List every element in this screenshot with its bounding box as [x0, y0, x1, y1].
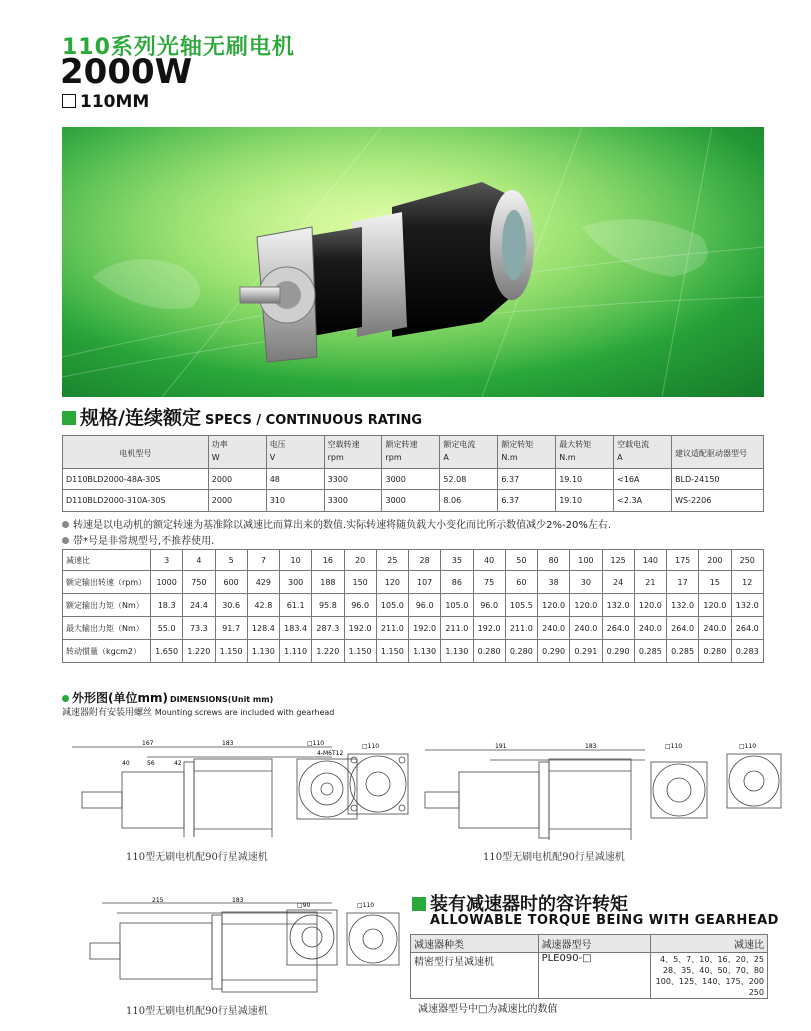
torque-note: 减速器型号中□为减速比的数值 — [418, 1004, 558, 1015]
specs-col-name: 电压 — [269, 440, 286, 449]
dimension-face-2 — [725, 740, 785, 820]
ratio-cell: 192.0 — [473, 617, 505, 640]
ratio-cell: 1.650 — [151, 640, 183, 663]
specs-cell: 6.37 — [498, 469, 556, 490]
ratio-cell: 10 — [280, 550, 312, 571]
ratio-cell: 3 — [151, 550, 183, 571]
dimension-drawing-3 — [62, 895, 402, 995]
ratio-cell: 264.0 — [667, 617, 699, 640]
ratio-cell: 250 — [731, 550, 764, 571]
specs-col-header — [266, 436, 324, 469]
power-title: 2000W — [60, 52, 193, 92]
torque-type: 精密型行星减速机 — [411, 953, 539, 999]
specs-col-unit: rpm — [385, 453, 402, 462]
specs-col-name: 空载转速 — [327, 440, 360, 449]
specs-col-header — [498, 436, 556, 469]
ratio-cell: 96.0 — [409, 594, 441, 617]
ratio-row — [63, 594, 764, 617]
torque-table — [410, 934, 768, 999]
ratio-cell: 200 — [699, 550, 731, 571]
specs-cell: 3000 — [382, 490, 440, 512]
ratio-cell: 140 — [634, 550, 666, 571]
ratio-cell: 75 — [473, 571, 505, 594]
ratio-table — [62, 549, 764, 663]
ratio-cell: 211.0 — [441, 617, 473, 640]
specs-col-header — [614, 436, 672, 469]
bullet-icon — [62, 537, 69, 544]
torque-heading-cn: 装有减速器时的容许转矩 — [430, 894, 628, 915]
specs-col-name: 功率 — [211, 440, 228, 449]
dim-flange-1: □110 — [307, 740, 325, 747]
ratio-cell: 15 — [699, 571, 731, 594]
ratio-cell: 21 — [634, 571, 666, 594]
frame-size-label: 110MM — [80, 92, 150, 112]
ratio-cell: 287.3 — [312, 617, 344, 640]
ratio-cell: 16 — [312, 550, 344, 571]
specs-cell: 3300 — [324, 490, 382, 512]
specs-col-name: 额定转速 — [385, 440, 418, 449]
ratio-cell: 300 — [280, 571, 312, 594]
ratio-cell: 1.150 — [344, 640, 376, 663]
product-photo — [62, 127, 764, 397]
dim-body-3: 183 — [232, 897, 244, 904]
ratio-cell: 35 — [441, 550, 473, 571]
ratio-cell: 240.0 — [538, 617, 570, 640]
specs-cell: 3000 — [382, 469, 440, 490]
dimensions-heading-en: DIMENSIONS(Unit mm) — [169, 695, 274, 704]
ratio-cell: 100 — [570, 550, 602, 571]
specs-col-unit: rpm — [327, 453, 344, 462]
dimension-face-1 — [342, 740, 412, 820]
ratio-cell: 188 — [312, 571, 344, 594]
dim-body-2: 183 — [585, 743, 597, 750]
specs-col-header — [440, 436, 498, 469]
ratio-cell: 20 — [344, 550, 376, 571]
ratio-cell: 192.0 — [344, 617, 376, 640]
ratio-cell: 91.7 — [215, 617, 247, 640]
specs-col-header — [324, 436, 382, 469]
section-square-icon — [412, 897, 426, 911]
ratio-cell: 240.0 — [570, 617, 602, 640]
drawing-caption-2: 110型无刷电机配90行星减速机 — [483, 852, 625, 863]
specs-cell: <2.3A — [614, 490, 672, 512]
ratio-cell: 1.150 — [376, 640, 408, 663]
dimensions-sub-cn: 减速器附有安装用螺丝 — [62, 708, 153, 718]
specs-col-header — [208, 436, 266, 469]
ratio-row-label: 最大输出力矩（Nm） — [63, 617, 151, 640]
ratio-cell: 24.4 — [183, 594, 215, 617]
specs-table — [62, 435, 764, 512]
ratio-cell: 105.0 — [376, 594, 408, 617]
specs-col-header — [556, 436, 614, 469]
specs-col-name: 额定转矩 — [501, 440, 534, 449]
torque-ratio-line: 250 — [748, 988, 764, 997]
ratio-cell: 17 — [667, 571, 699, 594]
ratio-cell: 40 — [473, 550, 505, 571]
ratio-cell: 183.4 — [280, 617, 312, 640]
ratio-cell: 1.220 — [312, 640, 344, 663]
dim-body-1: 183 — [222, 740, 234, 747]
ratio-cell: 1.150 — [215, 640, 247, 663]
ratio-cell: 128.4 — [247, 617, 279, 640]
dim-total-1: 167 — [142, 740, 154, 747]
specs-col-unit: A — [443, 453, 449, 462]
ratio-cell: 0.280 — [699, 640, 731, 663]
ratio-cell: 73.3 — [183, 617, 215, 640]
ratio-cell: 24 — [602, 571, 634, 594]
specs-col-name: 最大转矩 — [559, 440, 592, 449]
specs-cell: 6.37 — [498, 490, 556, 512]
ratio-row — [63, 617, 764, 640]
motor-illustration — [62, 127, 764, 397]
bullet-icon — [62, 521, 69, 528]
ratio-cell: 132.0 — [667, 594, 699, 617]
specs-cell: 2000 — [208, 469, 266, 490]
ratio-cell: 264.0 — [731, 617, 764, 640]
note-speed — [62, 516, 611, 531]
ratio-cell: 28 — [409, 550, 441, 571]
torque-heading-en: ALLOWABLE TORQUE BEING WITH GEARHEAD — [430, 913, 779, 928]
square-icon — [62, 94, 76, 108]
specs-row — [63, 490, 764, 512]
dim-face-label-2: □110 — [739, 743, 757, 750]
frame-size — [62, 92, 149, 112]
ratio-row — [63, 571, 764, 594]
ratio-cell: 30 — [570, 571, 602, 594]
drawing-caption-1: 110型无刷电机配90行星减速机 — [126, 852, 268, 863]
ratio-cell: 125 — [602, 550, 634, 571]
ratio-row-label: 额定输出转速（rpm） — [63, 571, 151, 594]
ratio-cell: 96.0 — [344, 594, 376, 617]
ratio-cell: 429 — [247, 571, 279, 594]
ratio-cell: 38 — [538, 571, 570, 594]
specs-cell: BLD-24150 — [672, 469, 764, 490]
ratio-cell: 42.8 — [247, 594, 279, 617]
specs-row — [63, 469, 764, 490]
ratio-cell: 120.0 — [538, 594, 570, 617]
specs-heading-cn: 规格/连续额定 — [80, 407, 201, 429]
torque-col-model: 减速器型号 — [538, 935, 651, 953]
ratio-cell: 80 — [538, 550, 570, 571]
dim-total-3: 215 — [152, 897, 164, 904]
ratio-cell: 96.0 — [473, 594, 505, 617]
ratio-cell: 0.290 — [602, 640, 634, 663]
specs-col-name: 额定电流 — [443, 440, 476, 449]
ratio-cell: 95.8 — [312, 594, 344, 617]
series-title: 110系列光轴无刷电机 — [62, 35, 295, 60]
ratio-cell: 175 — [667, 550, 699, 571]
ratio-row — [63, 640, 764, 663]
specs-col-name: 空载电流 — [617, 440, 650, 449]
torque-col-ratio: 减速比 — [651, 935, 768, 953]
ratio-cell: 264.0 — [602, 617, 634, 640]
ratio-cell: 105.0 — [441, 594, 473, 617]
dim-face-label-3: □110 — [357, 902, 375, 909]
ratio-row-label: 额定输出力矩（Nm） — [63, 594, 151, 617]
ratio-cell: 25 — [376, 550, 408, 571]
specs-cell: 3300 — [324, 469, 382, 490]
ratio-cell: 1.130 — [441, 640, 473, 663]
dim-d1-1: 40 — [122, 760, 130, 767]
ratio-cell: 132.0 — [602, 594, 634, 617]
ratio-cell: 0.290 — [538, 640, 570, 663]
torque-col-type: 减速器种类 — [411, 935, 539, 953]
ratio-cell: 1.110 — [280, 640, 312, 663]
ratio-cell: 1.130 — [409, 640, 441, 663]
ratio-cell: 1000 — [151, 571, 183, 594]
dimensions-heading — [62, 687, 273, 706]
torque-ratio-line: 28、35、40、50、70、80 — [662, 966, 764, 975]
ratio-cell: 120.0 — [570, 594, 602, 617]
ratio-row-label: 减速比 — [63, 550, 151, 571]
dim-bolt-1: 4-M6T12 — [317, 750, 344, 757]
ratio-cell: 150 — [344, 571, 376, 594]
ratio-cell: 211.0 — [376, 617, 408, 640]
ratio-cell: 0.285 — [634, 640, 666, 663]
specs-col-unit: W — [211, 453, 220, 462]
specs-col-header — [63, 436, 209, 469]
specs-cell: 8.06 — [440, 490, 498, 512]
dimensions-sub-en: Mounting screws are included with gearhead — [154, 708, 335, 717]
specs-col-name: 建议适配驱动器型号 — [675, 448, 748, 458]
ratio-cell: 61.1 — [280, 594, 312, 617]
ratio-cell: 750 — [183, 571, 215, 594]
ratio-cell: 1.130 — [247, 640, 279, 663]
ratio-cell: 120.0 — [699, 594, 731, 617]
ratio-cell: 120 — [376, 571, 408, 594]
torque-model: PLE090-□ — [538, 953, 651, 999]
note-speed-text: 转速是以电动机的额定转速为基准除以减速比而算出来的数值.实际转速将随负载大小变化而比所示数值减少2%-20%左右. — [73, 520, 612, 531]
ratio-row — [63, 550, 764, 571]
note-star-text: 带*号是非常规型号,不推荐使用. — [73, 536, 215, 547]
specs-cell: D110BLD2000-48A-30S — [63, 469, 209, 490]
dim-d3-1: 42 — [174, 760, 182, 767]
dimensions-heading-cn: 外形图(单位mm) — [72, 691, 168, 705]
ratio-cell: 240.0 — [634, 617, 666, 640]
specs-cell: 310 — [266, 490, 324, 512]
ratio-cell: 105.5 — [505, 594, 537, 617]
ratio-cell: 600 — [215, 571, 247, 594]
ratio-cell: 55.0 — [151, 617, 183, 640]
specs-cell: 2000 — [208, 490, 266, 512]
torque-ratio-line: 4、5、7、10、16、20、25 — [660, 955, 764, 964]
torque-ratio-line: 100、125、140、175、200 — [655, 977, 764, 986]
ratio-cell: 192.0 — [409, 617, 441, 640]
ratio-cell: 240.0 — [699, 617, 731, 640]
specs-col-header — [672, 436, 764, 469]
specs-cell: D110BLD2000-310A-30S — [63, 490, 209, 512]
specs-cell: WS-2206 — [672, 490, 764, 512]
ratio-cell: 211.0 — [505, 617, 537, 640]
note-star — [62, 532, 214, 547]
dim-flange2-3: □90 — [297, 902, 311, 909]
specs-col-unit: V — [269, 453, 276, 462]
ratio-cell: 1.220 — [183, 640, 215, 663]
dim-face-label-1: □110 — [362, 743, 380, 750]
ratio-cell: 0.291 — [570, 640, 602, 663]
specs-col-header — [382, 436, 440, 469]
ratio-cell: 120.0 — [634, 594, 666, 617]
specs-col-unit: N.m — [501, 453, 518, 462]
ratio-cell: 30.6 — [215, 594, 247, 617]
ratio-cell: 132.0 — [731, 594, 764, 617]
dim-d2-1: 56 — [147, 760, 155, 767]
ratio-cell: 50 — [505, 550, 537, 571]
ratio-cell: 4 — [183, 550, 215, 571]
dim-total-2: 191 — [495, 743, 507, 750]
ratio-cell: 86 — [441, 571, 473, 594]
drawing-caption-3: 110型无刷电机配90行星减速机 — [126, 1006, 268, 1017]
specs-col-unit: A — [617, 453, 623, 462]
ratio-cell: 0.285 — [667, 640, 699, 663]
section-square-icon — [62, 411, 76, 425]
dimensions-sub — [62, 705, 334, 718]
ratio-cell: 0.280 — [473, 640, 505, 663]
ratio-cell: 0.280 — [505, 640, 537, 663]
specs-cell: 19.10 — [556, 469, 614, 490]
specs-cell: <16A — [614, 469, 672, 490]
ratio-cell: 107 — [409, 571, 441, 594]
ratio-cell: 5 — [215, 550, 247, 571]
specs-heading — [62, 403, 422, 430]
dim-flange-2: □110 — [665, 743, 683, 750]
specs-heading-en: SPECS / CONTINUOUS RATING — [204, 413, 423, 428]
specs-cell: 19.10 — [556, 490, 614, 512]
ratio-cell: 7 — [247, 550, 279, 571]
ratio-row-label: 转动惯量（kgcm2） — [63, 640, 151, 663]
ratio-cell: 0.283 — [731, 640, 764, 663]
specs-col-name: 电机型号 — [119, 448, 152, 458]
ratio-cell: 18.3 — [151, 594, 183, 617]
torque-ratios — [651, 953, 768, 999]
dimension-drawing-2 — [415, 740, 745, 840]
ratio-cell: 60 — [505, 571, 537, 594]
specs-col-unit: N.m — [559, 453, 576, 462]
specs-cell: 52.08 — [440, 469, 498, 490]
ratio-cell: 12 — [731, 571, 764, 594]
bullet-icon — [62, 695, 69, 702]
specs-cell: 48 — [266, 469, 324, 490]
